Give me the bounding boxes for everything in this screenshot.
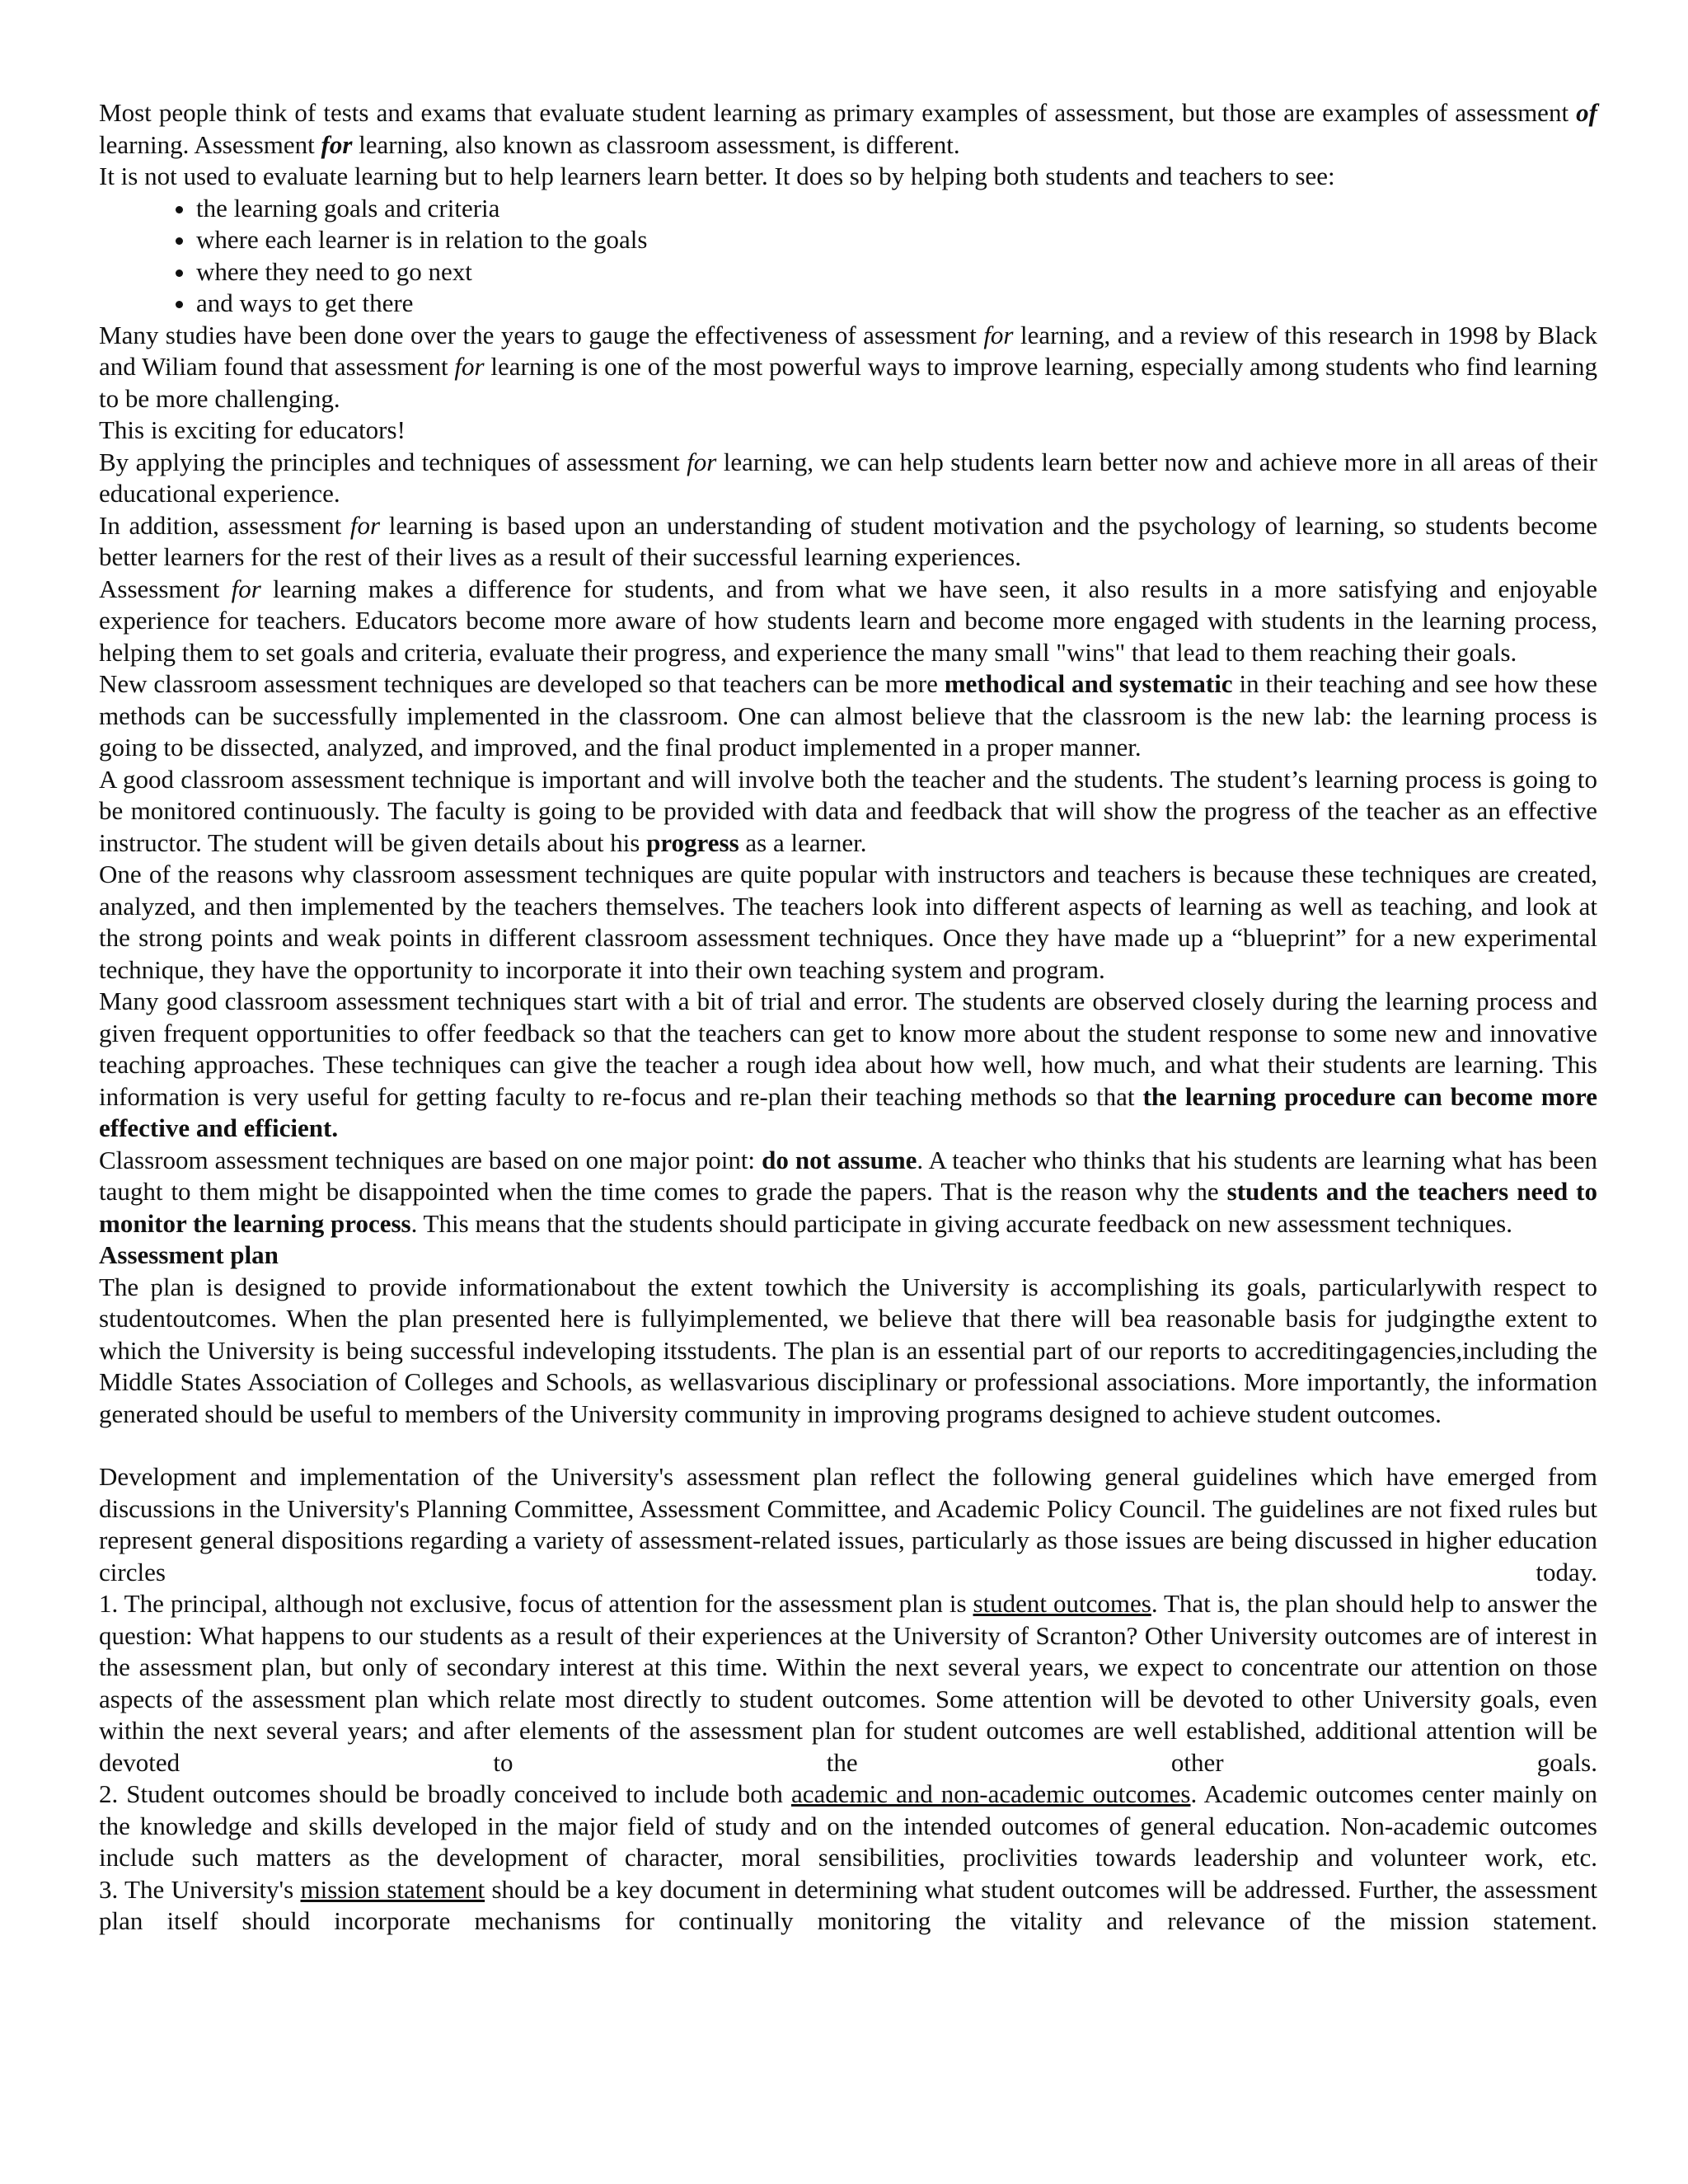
plan-paragraph-2: Development and implementation of the University's assessment plan reflect the following general guidelines which have emerged from discussions in the University's Planning Committee, Assessment Committee, and Academic Policy Council. The guidelines are not fixed rules but represent general dispositions regarding a variety of assessment-related issues, particularly as those issues are being discussed in higher education circles today. bbox=[99, 1462, 1597, 1586]
applying-paragraph: By applying the principles and techniques of assessment for learning, we can help students learn better now and achieve more in all areas of their educational experience. bbox=[99, 447, 1598, 508]
plan-paragraph-1: The plan is designed to provide informationabout the extent towhich the University is accomplishing its goals, particularlywith respect to studentoutcomes. When the plan presented here is fullyimplemented, we believe that there will bea reasonable basis for judgingthe extent to which the University is being successful indeveloping itsstudents. The plan is an essential part of our reports to accreditingagencies,including the Middle States Association of Colleges and Schools, as wellasvarious disciplinary or professional associations. More importantly, the information generated should be useful to members of the University community in improving programs designed to achieve student outcomes. bbox=[99, 1272, 1597, 1428]
trial-paragraph: Many good classroom assessment techniques start with a bit of trial and error. The students are observed closely during the learning process and given frequent opportunities to offer feedback so that the teachers can get to know more about the student response to some new and innovative teaching approaches. These techniques can give the teacher a rough idea about how well, how much, and what their students are learning. This information is very useful for getting faculty to re-focus and re-plan their teaching methods so that the learning procedure can become more effective and efficient. bbox=[99, 987, 1597, 1142]
exciting-paragraph: This is exciting for educators! bbox=[99, 415, 406, 444]
plan-item-1: 1. The principal, although not exclusive, focus of attention for the assessment plan is student outcomes. That is, the plan should help to answer the question: What happens to our students as a result of their experiences at the University of Scranton? Other University outcomes are of interest in the assessment plan, but only of secondary interest at this time. Within the next several years, we expect to concentrate our attention on those aspects of the assessment plan which relate most directly to student outcomes. Some attention will be devoted to other University goals, even within the next several years; and after elements of the assessment plan for student outcomes are well established, additional attention will be devoted to the other goals. bbox=[99, 1589, 1598, 1777]
studies-paragraph: Many studies have been done over the years to gauge the effectiveness of assessment for learning, and a review of this research in 1998 by Black and Wiliam found that assessment for learning is one of the most powerful ways to improve learning, especially among students who find learning to be more challenging. bbox=[99, 320, 1597, 413]
new-techniques-paragraph: New classroom assessment techniques are developed so that teachers can be more methodical and systematic in their teaching and see how these methods can be successfully implemented in the classroom. One can almost believe that the classroom is the new lab: the learning process is going to be dissected, analyzed, and improved, and the final product implemented in a proper manner. bbox=[99, 669, 1597, 762]
difference-paragraph: Assessment for learning makes a difference for students, and from what we have seen, it also results in a more satisfying and enjoyable experience for teachers. Educators become more aware of how students learn and become more engaged with students in the learning process, helping them to set goals and criteria, evaluate their progress, and experience the many small "wins" that lead to them reaching their goals. bbox=[99, 574, 1598, 667]
intro-paragraph: Most people think of tests and exams that evaluate student learning as primary examples of assessment, but those are examples of assessment of learning. Assessment for learning, also known as classroom assessment, is different. bbox=[99, 98, 1597, 159]
plan-item-2: 2. Student outcomes should be broadly conceived to include both academic and non-academic outcomes. Academic outcomes center mainly on the knowledge and skills developed in the major field of study and on the intended outcomes of general education. Non-academic outcomes include such matters as the development of character, moral sensibilities, proclivities towards leadership and volunteer work, etc. bbox=[99, 1779, 1598, 1872]
intro-paragraph-2: It is not used to evaluate learning but to help learners learn better. It does so by helping both students and teachers to see: bbox=[99, 162, 1335, 190]
reasons-paragraph: One of the reasons why classroom assessment techniques are quite popular with instructors and teachers is because these techniques are created, analyzed, and then implemented by the teachers themselves. The teachers look into different aspects of learning as well as teaching, and look at the strong points and weak points in different classroom assessment techniques. Once they have made up a “blueprint” for a new experimental technique, they have the opportunity to incorporate it into their own teaching system and program. bbox=[99, 860, 1597, 984]
list-item: • where they need to go next bbox=[196, 256, 1597, 288]
emphasis-for: for bbox=[321, 129, 353, 159]
list-item: • and ways to get there bbox=[196, 288, 1597, 320]
paragraph-gap bbox=[99, 1430, 1597, 1461]
based-paragraph: Classroom assessment techniques are based on one major point: do not assume. A teacher who thinks that his students are learning what has been taught to them might be disappointed when the time comes to grade the papers. That is the reason why the students and the teachers need to monitor the learning process. This means that the students should participate in giving accurate feedback on new assessment techniques. bbox=[99, 1145, 1597, 1238]
emphasis-of: of bbox=[1576, 98, 1597, 127]
plan-item-3: 3. The University's mission statement should be a key document in determining what student outcomes will be addressed. Further, the assessment plan itself should incorporate mechanisms for continually monitoring the vitality and relevance of the mission statement. bbox=[99, 1874, 1597, 1935]
list-item: • where each learner is in relation to the goals bbox=[196, 224, 1597, 256]
good-technique-paragraph: A good classroom assessment technique is important and will involve both the teacher and the students. The student’s learning process is going to be monitored continuously. The faculty is going to be provided with data and feedback that will show the progress of the teacher as an effective instructor. The student will be given details about his progress as a learner. bbox=[99, 764, 1597, 857]
addition-paragraph: In addition, assessment for learning is based upon an understanding of student motivation and the psychology of learning, so students become better learners for the rest of their lives as a result of their successful learning experiences. bbox=[99, 510, 1597, 571]
goals-list bbox=[99, 193, 1597, 320]
section-heading: Assessment plan bbox=[99, 1240, 279, 1269]
list-item: • the learning goals and criteria bbox=[196, 193, 1597, 225]
